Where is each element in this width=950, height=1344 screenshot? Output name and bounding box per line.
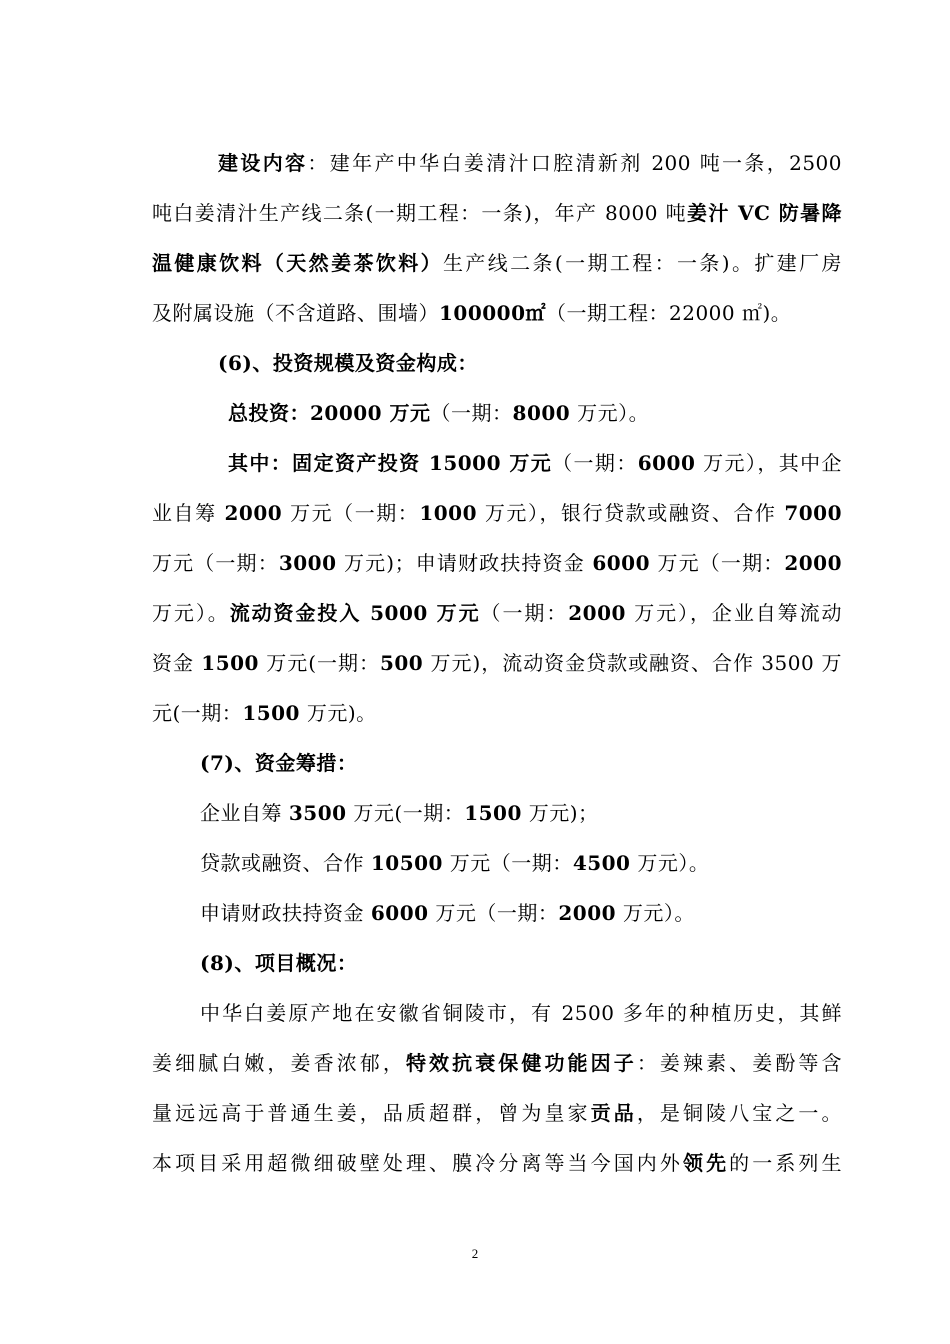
bold-text: 总投资：20000 万元 [228,401,431,425]
text-span: 万元（一期： [428,901,559,925]
text-span: 本项目采用超微细破壁处理、膜冷分离等当今国内外 [152,1151,683,1175]
text-span: 万元）。 [152,601,230,625]
bold-text: 流动资金投入 5000 万元 [229,601,481,625]
text-span: ：建年产中华白姜清汁口腔清新剂 200 吨一条，2500 [307,151,843,175]
text-span: （一期： [480,601,569,625]
bold-text: 特效抗衰保健功能因子 [405,1051,637,1075]
bold-text: 其中：固定资产投资 15000 万元 [228,451,553,475]
text-span: 万元)。 [299,701,377,725]
text-span: 贷款或融资、合作 [200,851,371,875]
text-span: 万元)； [521,801,599,825]
bold-text: 4500 [572,851,631,875]
text-line [228,449,842,477]
text-span: 万元（一期： [650,551,785,575]
text-span: 生产线二条(一期工程：一条)。扩建厂房 [443,251,843,275]
bold-text: 3000 [278,551,337,575]
text-span: （一期工程：22000 ㎡)。 [546,301,792,325]
bold-text: 1500 [201,651,259,675]
text-span: 量远远高于普通生姜，品质超群，曾为皇家 [152,1101,591,1125]
text-span: 资金 [152,651,202,675]
text-span: （一期： [430,401,513,425]
bold-text: 领先 [682,1151,730,1175]
bold-text: 1500 [242,701,300,725]
text-span: 万元)；申请财政扶持资金 [336,551,593,575]
text-line [152,1149,842,1177]
bold-text: 1500 [464,801,522,825]
bold-text: 6000 [370,901,429,925]
bold-text: (6)、投资规模及资金构成： [218,351,478,375]
text-span: 万元）。 [630,851,710,875]
bold-text: 贡品 [590,1101,637,1125]
text-span: 及附属设施（不含道路、围墙） [152,301,439,325]
bold-text: 姜汁 VC 防暑降 [687,201,842,225]
bold-text: 1000 [419,501,477,525]
text-span: 企业自筹 [200,801,289,825]
text-line [200,799,842,827]
bold-text: 8000 [512,401,571,425]
bold-text: 2000 [784,551,843,575]
bold-text: 100000㎡ [439,301,546,325]
text-line [152,1099,842,1127]
text-line [152,199,842,227]
text-line [152,649,842,677]
text-span: 万元)，流动资金贷款或融资、合作 3500 万 [423,651,842,675]
text-span: 姜细腻白嫩，姜香浓郁， [152,1051,406,1075]
text-line [200,749,842,777]
bold-text: 6000 [592,551,651,575]
text-span: 的一系列生 [729,1151,843,1175]
text-span: 申请财政扶持资金 [200,901,371,925]
text-line [200,999,842,1027]
bold-text: 10500 [370,851,443,875]
text-span: 万元）。 [616,901,695,925]
bold-text: (8)、项目概况： [200,951,358,975]
text-line [152,299,842,327]
bold-text: (7)、资金筹措： [200,751,358,775]
text-span: 元(一期： [152,701,243,725]
bold-text: 2000 [224,501,283,525]
bold-text: 3500 [288,801,347,825]
bold-text: 500 [379,651,424,675]
text-line [152,249,842,277]
text-span: （一期： [552,451,638,475]
bold-text: 2000 [568,601,626,625]
text-span: 吨白姜清汁生产线二条(一期工程：一条)，年产 8000 吨 [152,201,688,225]
text-line [200,949,842,977]
text-span: 万元（一期： [442,851,573,875]
text-span: ，是铜陵八宝之一。 [636,1101,843,1125]
text-line [152,699,842,727]
text-span: 万元），其中企 [695,451,843,475]
text-line [152,499,842,527]
text-line [152,549,842,577]
text-span: 万元(一期： [346,801,465,825]
text-line [152,599,842,627]
text-line [218,349,842,377]
text-line [152,1049,842,1077]
text-line [228,399,842,427]
bold-text: 7000 [784,501,843,525]
bold-text: 温健康饮料（天然姜茶饮料） [152,251,443,275]
bold-text: 建设内容 [218,151,308,175]
bold-text: 2000 [558,901,617,925]
text-span: ：姜辣素、姜酚等含 [636,1051,843,1075]
text-span: 万元（一期： [282,501,420,525]
text-span: 中华白姜原产地在安徽省铜陵市，有 2500 多年的种植历史，其鲜 [200,1001,842,1025]
text-span: 万元），银行贷款或融资、合作 [477,501,785,525]
text-span: 万元（一期： [152,551,279,575]
text-span: 万元(一期： [258,651,380,675]
text-line [218,149,842,177]
text-span: 万元）。 [570,401,650,425]
text-span: 万元），企业自筹流动 [625,601,843,625]
page-number: 2 [471,1246,479,1261]
text-line [200,899,842,927]
bold-text: 6000 [637,451,696,475]
text-span: 业自筹 [152,501,225,525]
text-line [200,849,842,877]
